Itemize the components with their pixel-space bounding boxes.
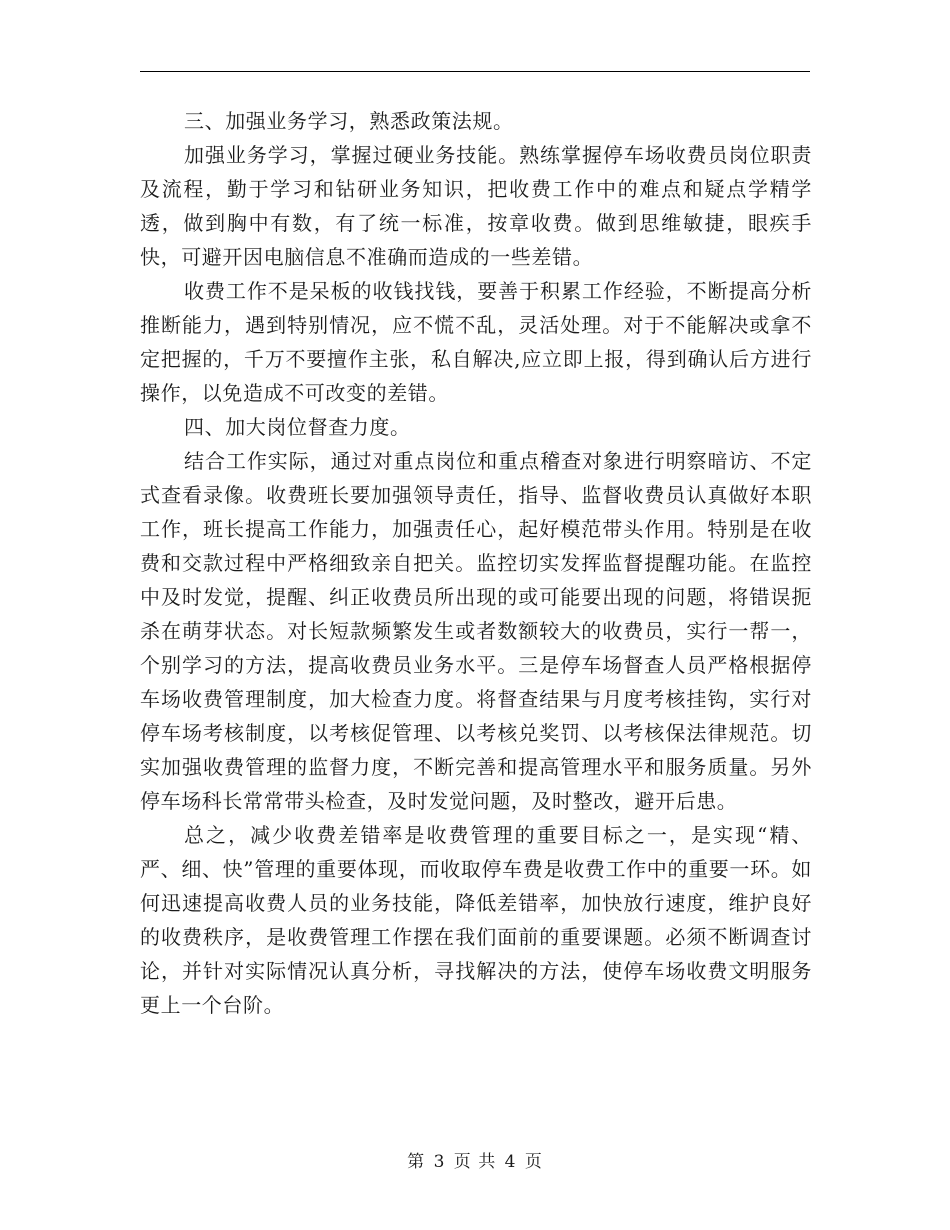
footer-prefix: 第 bbox=[407, 1152, 426, 1172]
paragraph: 总之，减少收费差错率是收费管理的重要目标之一，是实现“精、严、细、快”管理的重要体现，而收取停车费是收费工作中的重要一环。如何迅速提高收费人员的业务技能，降低差错率，加快放行速度，维护良好的收费秩序，是收费管理工作摆在我们面前的重要课题。必须不断调查讨论，并针对实际情况认真分析，寻找解决的方法，使停车场收费文明服务更上一个台阶。 bbox=[140, 823, 812, 1017]
header-rule bbox=[140, 71, 810, 72]
footer-suffix: 页 bbox=[524, 1152, 543, 1172]
paragraph: 加强业务学习，掌握过硬业务技能。熟练掌握停车场收费员岗位职责及流程，勤于学习和钻研业务知识，把收费工作中的难点和疑点学精学透，做到胸中有数，有了统一标准，按章收费。做到思维敏捷，眼疾手快，可避开因电脑信息不准确而造成的一些差错。 bbox=[140, 143, 812, 269]
page-footer bbox=[0, 1147, 950, 1172]
section-heading-3: 三、加强业务学习，熟悉政策法规。 bbox=[184, 109, 514, 133]
footer-total-pages: 4 bbox=[504, 1152, 517, 1172]
footer-current-page: 3 bbox=[433, 1152, 446, 1172]
document-body bbox=[140, 104, 812, 1022]
paragraph: 收费工作不是呆板的收钱找钱，要善于积累工作经验，不断提高分析推断能力，遇到特别情况，应不慌不乱，灵活处理。对于不能解决或拿不定把握的，千万不要擅作主张，私自解决,应立即上报，得到确认后方进行操作，以免造成不可改变的差错。 bbox=[140, 279, 812, 405]
footer-middle: 页 共 bbox=[453, 1152, 497, 1172]
section-heading-4: 四、加大岗位督查力度。 bbox=[184, 415, 411, 439]
paragraph: 结合工作实际，通过对重点岗位和重点稽查对象进行明察暗访、不定式查看录像。收费班长要加强领导责任，指导、监督收费员认真做好本职工作，班长提高工作能力，加强责任心，起好模范带头作用。特别是在收费和交款过程中严格细致亲自把关。监控切实发挥监督提醒功能。在监控中及时发觉，提醒、纠正收费员所出现的或可能要出现的问题，将错误扼杀在萌芽状态。对长短款频繁发生或者数额较大的收费员，实行一帮一，个别学习的方法，提高收费员业务水平。三是停车场督查人员严格根据停车场收费管理制度，加大检查力度。将督查结果与月度考核挂钩，实行对停车场考核制度，以考核促管理、以考核兑奖罚、以考核保法律规范。切实加强收费管理的监督力度，不断完善和提高管理水平和服务质量。另外停车场科长常常带头检查，及时发觉问题，及时整改，避开后患。 bbox=[140, 449, 812, 813]
